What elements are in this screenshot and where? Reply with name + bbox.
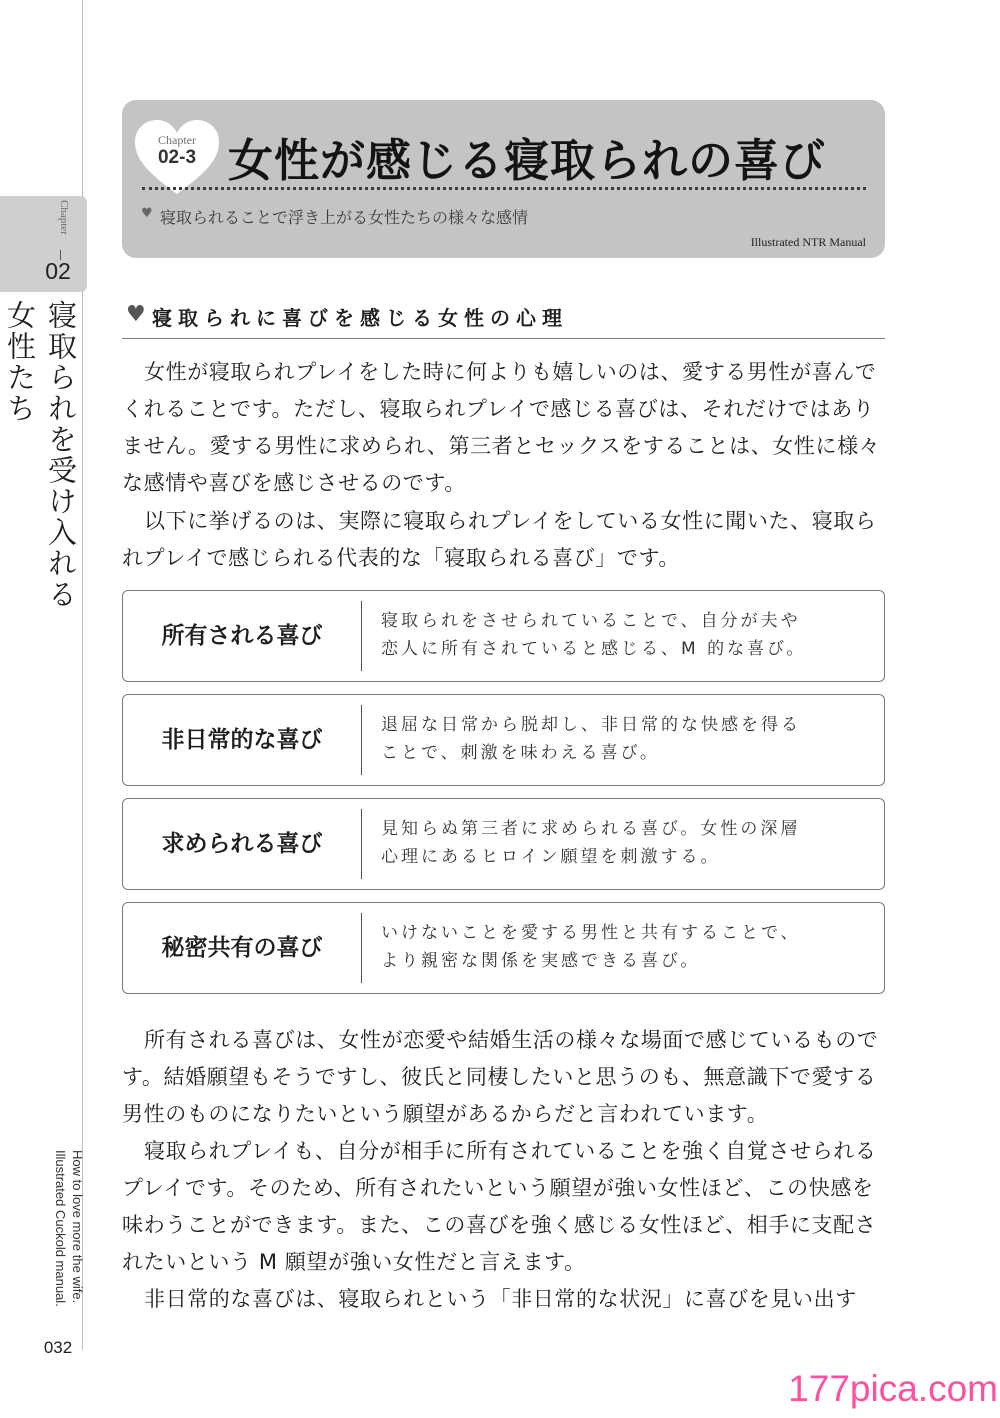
section-heart-icon: ♥: [126, 302, 146, 327]
joy-label: 所有される喜び: [161, 623, 323, 649]
manual-name: Illustrated NTR Manual: [750, 235, 866, 249]
page-title: 女性が感じる寝取られの喜び: [228, 134, 827, 187]
joy-description-line: 寝取られをさせられていることで、自分が夫や: [381, 611, 801, 631]
header-chapter-word: Chapter: [158, 133, 196, 147]
joy-card: [122, 694, 885, 786]
side-book-tagline: [40, 1150, 86, 1330]
page-number: 032: [43, 1338, 73, 1357]
body-paragraph: 寝取られプレイも、自分が相手に所有されていることを強く自覚させられるプレイです。そのため、所有されたいという願望が強い女性ほど、この快感を味わうことができます。また、この喜びを強く感じる女性ほど、相手に支配されたいという M 願望が強い女性だと言えます。: [122, 1139, 877, 1274]
joy-description-line: 心理にあるヒロイン願望を刺激する。: [381, 847, 721, 867]
joy-divider: [361, 913, 362, 983]
body-paragraph: 非日常的な喜びは、寝取られという「非日常的な状況」に喜びを見い出す: [144, 1287, 857, 1311]
joy-description-line: ことで、刺激を味わえる喜び。: [381, 743, 660, 763]
tagline-line-2: Illustrated Cuckold manual.: [53, 1150, 68, 1307]
joy-description: [381, 919, 871, 975]
body-paragraph: 女性が寝取られプレイをした時に何よりも嬉しいのは、愛する男性が喜んでくれることです。ただし、寝取られプレイで感じる喜びは、それだけではありません。愛する男性に求められ、第三者とセックスをすることは、女性に様々な感情や喜びを感じさせるのです。: [122, 360, 881, 495]
tab-chapter-word: Chapter: [58, 200, 70, 235]
tagline-line-1: How to love more the wife.: [70, 1150, 85, 1304]
joy-description-line: 見知らぬ第三者に求められる喜び。女性の深層: [381, 819, 801, 839]
section-heading: 寝取られに喜びを感じる女性の心理: [152, 306, 568, 330]
joy-description-line: 恋人に所有されていると感じる、M 的な喜び。: [381, 639, 807, 659]
joy-divider: [361, 809, 362, 879]
dotted-divider: [142, 187, 866, 190]
joy-label: 非日常的な喜び: [161, 727, 323, 753]
joy-divider: [361, 601, 362, 671]
joy-label: 求められる喜び: [161, 831, 323, 857]
side-section-title: 寝取られを受け入れる女性たち: [3, 300, 78, 610]
joy-description-line: いけないことを愛する男性と共有することで、: [381, 923, 801, 943]
tab-chapter-number: 02: [45, 258, 71, 284]
joy-divider: [361, 705, 362, 775]
page-subtitle: 寝取られることで浮き上がる女性たちの様々な感情: [160, 208, 529, 227]
header-chapter-number: 02-3: [157, 147, 197, 168]
body-paragraph: 以下に挙げるのは、実際に寝取られプレイをしている女性に聞いた、寝取られプレイで感じられる代表的な「寝取られる喜び」です。: [122, 509, 877, 570]
subtitle-heart-icon: ♥: [141, 206, 153, 221]
joy-card: [122, 798, 885, 890]
joy-description-line: 退屈な日常から脱却し、非日常的な快感を得る: [381, 715, 801, 735]
joy-description-line: より親密な関係を実感できる喜び。: [381, 951, 701, 971]
joy-description: [381, 711, 871, 767]
joy-card: [122, 902, 885, 994]
watermark: 177pica.com: [788, 1368, 998, 1409]
joy-card: [122, 590, 885, 682]
joy-description: [381, 607, 871, 663]
body-paragraph: 所有される喜びは、女性が恋愛や結婚生活の様々な場面で感じているものです。結婚願望もそうですし、彼氏と同棲したいと思うのも、無意識下で愛する男性のものになりたいという願望があるからだと言われています。: [122, 1028, 879, 1126]
section-rule: [122, 338, 885, 339]
joy-label: 秘密共有の喜び: [161, 935, 323, 961]
joy-description: [381, 815, 871, 871]
